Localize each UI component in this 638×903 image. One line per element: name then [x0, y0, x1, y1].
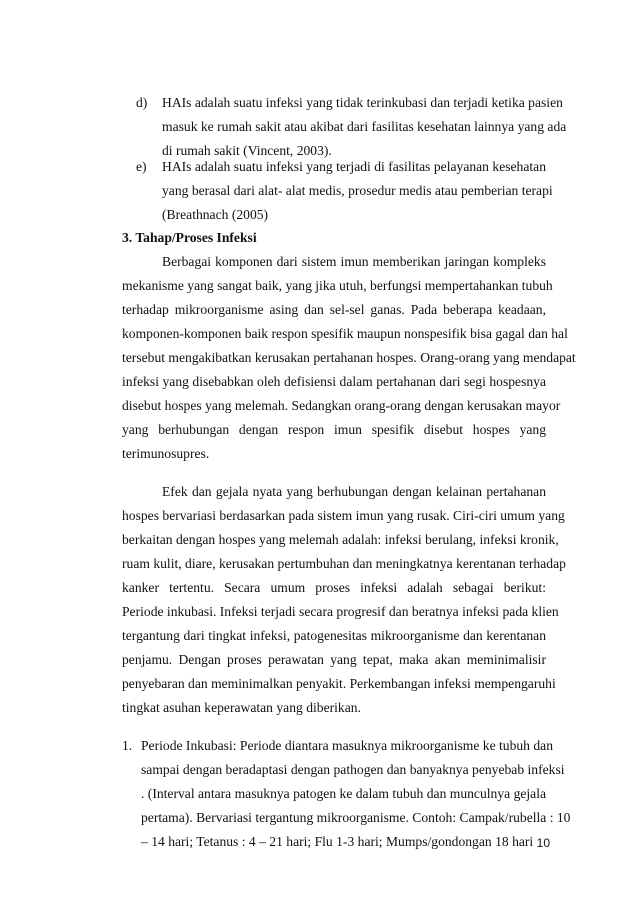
- paragraph-line: Efek dan gejala nyata yang berhubungan dengan kelainan pertahanan: [162, 484, 546, 499]
- list-item-e-line: (Breathnach (2005): [162, 207, 269, 222]
- list-item-1-line: pertama). Bervariasi tergantung mikroorganisme. Contoh: Campak/rubella : 10: [141, 810, 571, 825]
- paragraph-line: infeksi yang disebabkan oleh defisiensi dalam pertahanan dari segi hospesnya: [122, 374, 546, 389]
- paragraph-line: hospes bervariasi berdasarkan pada sistem imun yang rusak. Ciri-ciri umum yang: [122, 508, 565, 523]
- list-marker-d: d): [136, 95, 148, 110]
- paragraph-line: tingkat asuhan keperawatan yang diberikan.: [122, 700, 361, 715]
- paragraph-line: mekanisme yang sangat baik, yang jika utuh, berfungsi mempertahankan tubuh: [122, 278, 553, 293]
- section-heading: 3. Tahap/Proses Infeksi: [122, 230, 257, 245]
- paragraph-line: disebut hospes yang melemah. Sedangkan orang-orang dengan kerusakan mayor: [122, 398, 561, 413]
- list-marker-1: 1.: [122, 738, 133, 753]
- paragraph-line: tersebut mengakibatkan kerusakan pertahanan hospes. Orang-orang yang mendapat: [122, 350, 576, 365]
- list-item-d-line: di rumah sakit (Vincent, 2003).: [162, 143, 332, 158]
- list-item-1-line: Periode Inkubasi: Periode diantara masuknya mikroorganisme ke tubuh dan: [141, 738, 553, 753]
- page-number: 10: [536, 836, 550, 850]
- list-marker-e: e): [136, 159, 147, 174]
- list-item-d-line: masuk ke rumah sakit atau akibat dari fasilitas kesehatan lainnya yang ada: [162, 119, 567, 134]
- list-item-e-line: yang berasal dari alat- alat medis, prosedur medis atau pemberian terapi: [162, 183, 553, 198]
- paragraph-line: terhadap mikroorganisme asing dan sel-sel ganas. Pada beberapa keadaan,: [122, 302, 546, 317]
- paragraph-line: berkaitan dengan hospes yang melemah adalah: infeksi berulang, infeksi kronik,: [122, 532, 559, 547]
- paragraph-line: tergantung dari tingkat infeksi, patogenesitas mikroorganisme dan kerentanan: [122, 628, 546, 643]
- list-item-1-line: sampai dengan beradaptasi dengan pathogen dan banyaknya penyebab infeksi: [141, 762, 565, 777]
- paragraph-line: penyebaran dan meminimalkan penyakit. Perkembangan infeksi mempengaruhi: [122, 676, 556, 691]
- list-item-d-line: HAIs adalah suatu infeksi yang tidak terinkubasi dan terjadi ketika pasien: [162, 95, 563, 110]
- paragraph-line: yang berhubungan dengan respon imun spesifik disebut hospes yang: [122, 422, 546, 437]
- paragraph-line: kanker tertentu. Secara umum proses infeksi adalah sebagai berikut:: [122, 580, 546, 595]
- paragraph-line: Berbagai komponen dari sistem imun memberikan jaringan kompleks: [162, 254, 546, 269]
- paragraph-line: komponen-komponen baik respon spesifik maupun nonspesifik bisa gagal dan hal: [122, 326, 568, 341]
- list-item-e-line: HAIs adalah suatu infeksi yang terjadi di fasilitas pelayanan kesehatan: [162, 159, 546, 174]
- list-item-1-line: . (Interval antara masuknya patogen ke dalam tubuh dan munculnya gejala: [141, 786, 547, 801]
- paragraph-line: ruam kulit, diare, kerusakan pertumbuhan dan meningkatnya kerentanan terhadap: [122, 556, 566, 571]
- paragraph-line: Periode inkubasi. Infeksi terjadi secara progresif dan beratnya infeksi pada klien: [122, 604, 559, 619]
- list-item-1-line: – 14 hari; Tetanus : 4 – 21 hari; Flu 1-3 hari; Mumps/gondongan 18 hari: [141, 834, 534, 849]
- paragraph-line: terimunosupres.: [122, 446, 210, 461]
- paragraph-line: penjamu. Dengan proses perawatan yang tepat, maka akan meminimalisir: [122, 652, 546, 667]
